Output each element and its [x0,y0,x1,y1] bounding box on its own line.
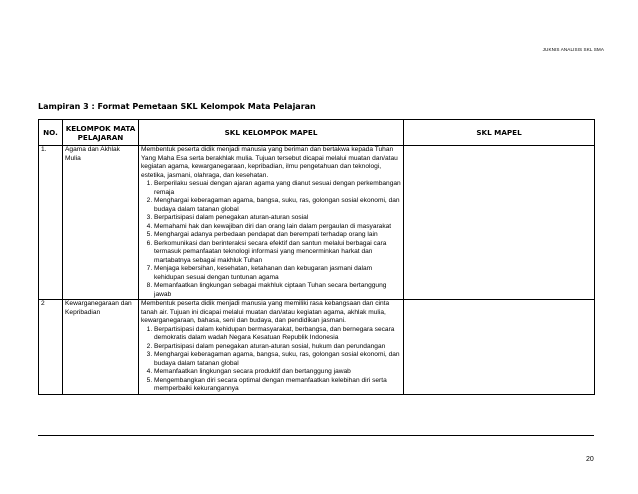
skl-list-item: 4. Memahami hak dan kewajiban diri dan orang lain dalam pergaulan di masyarakat [154,223,401,232]
skl-intro-text: Membentuk peserta didik menjadi manusia yang memiliki rasa kebangsaan dan cinta tanah air. Tujuan ini dicapai melalui muatan dan/atau kegiatan agama, akhlak mulia, kewarganegaraan, bahasa, seni dan budaya, dan pendidikan jasmani. [141,300,390,324]
header-kelompok: KELOMPOK MATA PELAJARAN [63,120,139,146]
table-row [39,300,595,395]
cell-kelompok: Kewarganegaraan dan Kepribadian [63,300,139,395]
table-row [39,146,595,300]
cell-skl-mapel [404,146,595,300]
skl-list [141,326,401,394]
cell-skl-kelompok [139,300,404,395]
skl-list-item: 6. Berkomunikasi dan berinteraksi secara efektif dan santun melalui berbagai cara termasuk pemanfaatan teknologi informasi yang mencerminkan harkat dan martabatnya sebagai makhluk Tuhan [154,240,401,266]
footer-divider [38,435,594,436]
header-skl-kelompok: SKL KELOMPOK MAPEL [139,120,404,146]
skl-list-item: 4. Memanfaatkan lingkungan secara produktif dan bertanggung jawab [154,368,401,377]
cell-skl-kelompok [139,146,404,300]
skl-list-item: 5. Mengembangkan diri secara optimal dengan memanfaatkan kelebihan diri serta memperbaiki kekurangannya [154,377,401,394]
page-number: 20 [586,456,594,463]
skl-list [141,180,401,299]
cell-no: 1. [39,146,63,300]
skl-intro-text: Membentuk peserta didik menjadi manusia yang beriman dan bertakwa kepada Tuhan Yang Maha Esa serta berakhlak mulia. Tujuan tersebut dicapai melalui muatan dan/atau kegiatan agama, kewarganegaraan, kepribadian, ilmu pengetahuan dan teknologi, estetika, jasmani, olahraga, dan kesehatan. [141,146,398,179]
skl-list-item: 5. Menghargai adanya perbedaan pendapat dan berempati terhadap orang lain [154,231,401,240]
skl-list-item: 3. Berpartisipasi dalam penegakan aturan-aturan sosial [154,214,401,223]
header-no: NO. [39,120,63,146]
cell-kelompok: Agama dan Akhlak Mulia [63,146,139,300]
skl-list-item: 7. Menjaga kebersihan, kesehatan, ketahanan dan kebugaran jasmani dalam kehidupan sesuai dengan tuntunan agama [154,265,401,282]
skl-list-item: 8. Memanfaatkan lingkungan sebagai makhluk ciptaan Tuhan secara bertanggung jawab [154,282,401,299]
skl-list-item: 1. Berperilaku sesuai dengan ajaran agama yang dianut sesuai dengan perkembangan remaja [154,180,401,197]
skl-list-item: 1. Berpartisipasi dalam kehidupan bermasyarakat, berbangsa, dan bernegara secara demokratis dalam wadah Negara Kesatuan Republik Indonesia [154,326,401,343]
cell-no: 2 [39,300,63,395]
skl-list-item: 3. Menghargai keberagaman agama, bangsa, suku, ras, golongan sosial ekonomi, dan budaya dalam tatanan global [154,351,401,368]
cell-skl-mapel [404,300,595,395]
header-skl-mapel: SKL MAPEL [404,120,595,146]
table-header-row [39,120,595,146]
skl-list-item: 2. Berpartisipasi dalam penegakan aturan-aturan sosial, hukum dan perundangan [154,343,401,352]
skl-list-item: 2. Menghargai keberagaman agama, bangsa, suku, ras, golongan sosial ekonomi, dan budaya dalam tatanan global [154,197,401,214]
mapping-table [38,119,595,395]
lampiran-title: Lampiran 3 : Format Pemetaan SKL Kelompok Mata Pelajaran [38,102,316,111]
running-header: JUKNIS ANALISIS SKL SMA [542,47,604,52]
table-body [39,146,595,395]
